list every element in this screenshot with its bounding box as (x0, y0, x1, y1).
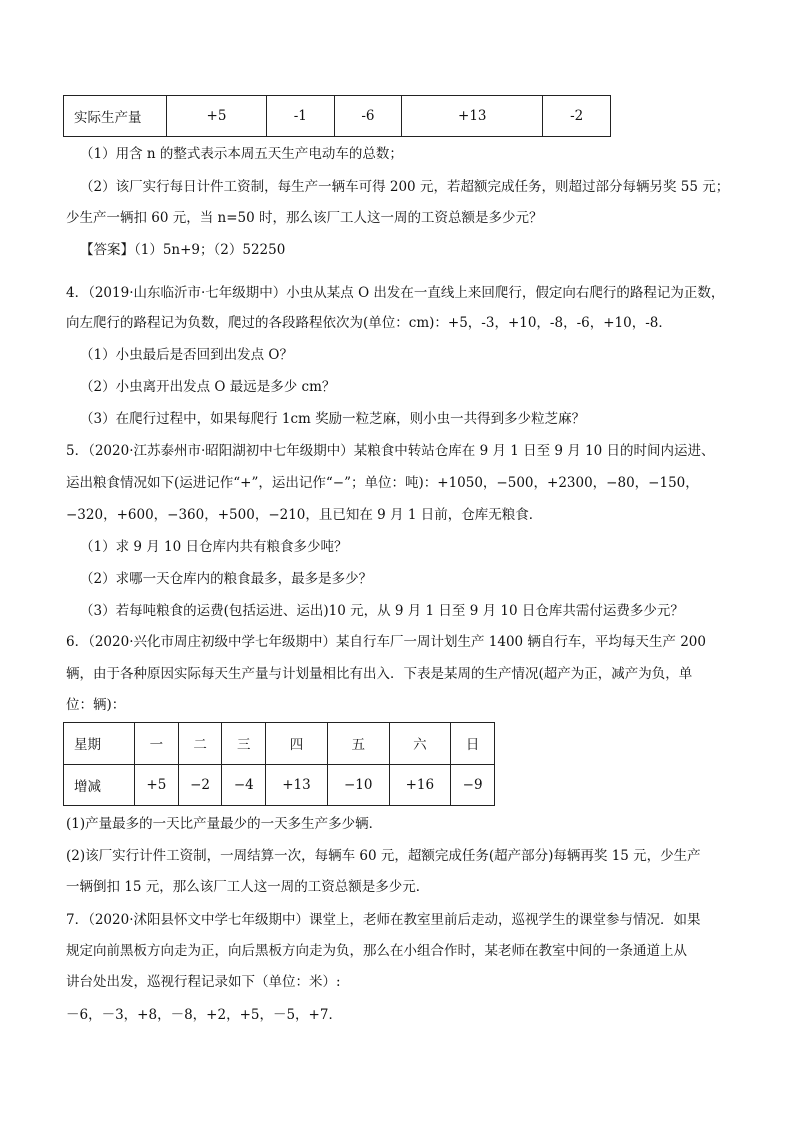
weekly-production-table (63, 722, 495, 806)
table-cell: 日 (451, 723, 495, 765)
table-cell: -2 (543, 96, 611, 137)
q5-stem-cont: 运出粮食情况如下(运进记作“+”，运出记作“−”；单位：吨)：+1050，−500，+2300，−80，−150， (66, 475, 699, 491)
production-table (63, 95, 611, 137)
table-header-cell: 增减 (64, 764, 135, 806)
table-row (64, 764, 495, 806)
table-cell: +16 (389, 764, 451, 806)
table-cell: +5 (135, 764, 179, 806)
q4-sub2: （2）小虫离开出发点 O 最远是多少 cm？ (80, 379, 336, 395)
q6-sub1: (1)产量最多的一天比产量最少的一天多生产多少辆． (66, 816, 383, 832)
table-cell: 五 (327, 723, 389, 765)
q5-stem-cont2: −320，+600，−360，+500，−210，且已知在 9 月 1 日前，仓库无粮食． (66, 507, 543, 523)
q3-part2: （2）该厂实行每日计件工资制，每生产一辆车可得 200 元，若超额完成任务，则超过部分每辆另奖 55 元； (80, 179, 730, 195)
q5-stem: 5．（2020·江苏泰州市·昭阳湖初中七年级期中）某粮食中转站仓库在 9 月 1 日至 9 月 10 日的时间内运进、 (66, 443, 715, 459)
table-cell: 四 (266, 723, 328, 765)
q6-sub2-cont: 一辆倒扣 15 元，那么该厂工人这一周的工资总额是多少元． (66, 879, 430, 895)
q6-stem-cont: 辆，由于各种原因实际每天生产量与计划量相比有出入．下表是某周的生产情况(超产为正，减产为负，单 (66, 666, 693, 682)
table-cell: +13 (402, 96, 543, 137)
table-header-cell: 星期 (64, 723, 135, 765)
table-cell: −10 (327, 764, 389, 806)
q7-stem-cont: 规定向前黑板方向走为正，向后黑板方向走为负，那么在小组合作时，某老师在教室中间的一条通道上从 (66, 943, 687, 959)
table-cell: 六 (389, 723, 451, 765)
q7-stem-cont2: 讲台处出发，巡视行程记录如下（单位：米）: (66, 974, 341, 990)
table-cell: +5 (167, 96, 267, 137)
table-cell: 三 (222, 723, 266, 765)
table-cell: 一 (135, 723, 179, 765)
q6-stem: 6．（2020·兴化市周庄初级中学七年级期中）某自行车厂一周计划生产 1400 辆自行车，平均每天生产 200 (66, 634, 706, 650)
q7-stem: 7．（2020·沭阳县怀文中学七年级期中）课堂上，老师在教室里前后走动，巡视学生的课堂参与情况．如果 (66, 912, 701, 928)
table-header-cell: 实际生产量 (64, 96, 167, 137)
q4-stem-cont: 向左爬行的路程记为负数，爬过的各段路程依次为(单位：cm)：+5，-3，+10，-8，-6，+10，-8． (66, 315, 672, 331)
q4-sub1: （1）小虫最后是否回到出发点 O？ (80, 347, 293, 363)
table-cell: +13 (266, 764, 328, 806)
q5-sub3: （3）若每吨粮食的运费(包括运进、运出)10 元，从 9 月 1 日至 9 月 10 日仓库共需付运费多少元？ (80, 603, 684, 619)
q3-answer: 【答案】（1）5n+9；（2）52250 (80, 242, 286, 258)
q4-stem: 4．（2019·山东临沂市·七年级期中）小虫从某点 O 出发在一直线上来回爬行，假定向右爬行的路程记为正数， (66, 285, 725, 301)
table-cell: 二 (178, 723, 222, 765)
q5-sub1: （1）求 9 月 10 日仓库内共有粮食多少吨？ (80, 539, 348, 555)
table-row (64, 96, 611, 137)
q5-sub2: （2）求哪一天仓库内的粮食最多，最多是多少？ (80, 571, 373, 587)
table-cell: -1 (266, 96, 334, 137)
q6-stem-cont2: 位：辆)： (66, 697, 126, 713)
table-cell: −4 (222, 764, 266, 806)
table-cell: −9 (451, 764, 495, 806)
q3-part2-cont: 少生产一辆扣 60 元，当 n=50 时，那么该厂工人这一周的工资总额是多少元？ (66, 210, 543, 226)
q3-part1: （1）用含 n 的整式表示本周五天生产电动车的总数； (80, 146, 403, 162)
q6-sub2: (2)该厂实行计件工资制，一周结算一次，每辆车 60 元，超额完成任务(超产部分)每辆再奖 15 元，少生产 (66, 848, 701, 864)
q7-record: －6，－3，+8，－8，+2，+5，－5，+7． (66, 1007, 342, 1023)
table-row (64, 723, 495, 765)
q4-sub3: （3）在爬行过程中，如果每爬行 1cm 奖励一粒芝麻，则小虫一共得到多少粒芝麻？ (80, 411, 586, 427)
table-cell: -6 (334, 96, 402, 137)
table-cell: −2 (178, 764, 222, 806)
